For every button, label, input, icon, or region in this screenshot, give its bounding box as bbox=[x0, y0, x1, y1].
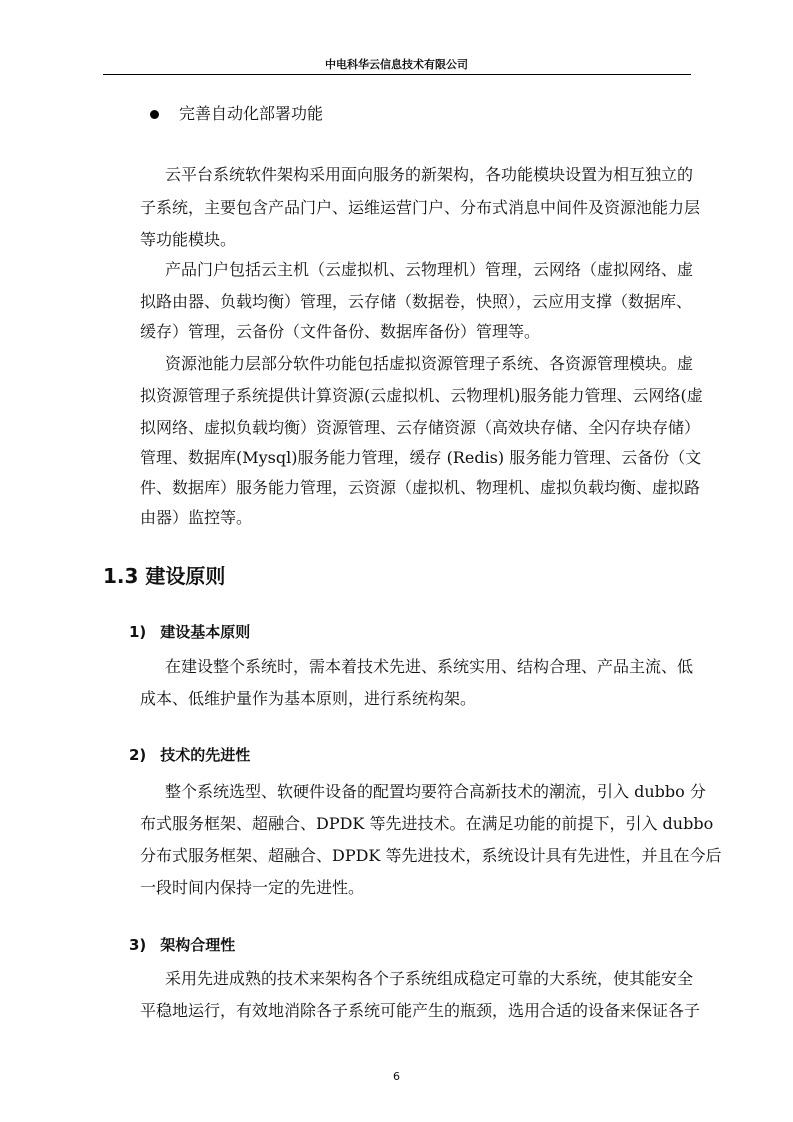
paragraph-line: 拟资源管理子系统提供计算资源(云虚拟机、云物理机)服务能力管理、云网络(虚 bbox=[140, 386, 703, 405]
paragraph-line: 整个系统选型、软硬件设备的配置均要符合高新技术的潮流，引入 dubbo 分 bbox=[165, 782, 706, 801]
bullet-item bbox=[150, 104, 323, 124]
paragraph-line: 资源池能力层部分软件功能包括虚拟资源管理子系统、各资源管理模块。虚 bbox=[165, 354, 694, 373]
bullet-text: 完善自动化部署功能 bbox=[179, 104, 324, 123]
paragraph-line: 布式服务框架、超融合、DPDK 等先进技术。在满足功能的前提下，引入 dubbo bbox=[140, 814, 714, 833]
paragraph-line: 件、数据库）服务能力管理，云资源（虚拟机、物理机、虚拟负载均衡、虚拟路 bbox=[140, 478, 701, 497]
subsection-heading: 3) 架构合理性 bbox=[129, 936, 236, 954]
paragraph-line: 在建设整个系统时，需本着技术先进、系统实用、结构合理、产品主流、低 bbox=[165, 657, 694, 676]
subsection-heading: 2) 技术的先进性 bbox=[129, 746, 251, 764]
paragraph-line: 拟网络、虚拟负载均衡）资源管理、云存储资源（高效块存储、全闪存块存储） bbox=[140, 418, 701, 437]
paragraph-line: 等功能模块。 bbox=[140, 230, 237, 249]
paragraph-line: 管理、数据库(Mysql)服务能力管理，缓存 (Redis) 服务能力管理、云备份（文 bbox=[140, 448, 702, 467]
paragraph-line: 缓存）管理，云备份（文件备份、数据库备份）管理等。 bbox=[140, 322, 541, 341]
paragraph-line: 采用先进成熟的技术来架构各个子系统组成稳定可靠的大系统，使其能安全 bbox=[165, 969, 694, 988]
paragraph-line: 拟路由器、负载均衡）管理，云存储（数据卷，快照），云应用支撑（数据库、 bbox=[140, 292, 693, 311]
header-rule bbox=[103, 74, 691, 75]
paragraph-line: 成本、低维护量作为基本原则，进行系统构架。 bbox=[140, 689, 477, 708]
paragraph-line: 子系统，主要包含产品门户、运维运营门户、分布式消息中间件及资源池能力层 bbox=[140, 198, 701, 217]
page-header: 中电科华云信息技术有限公司 bbox=[325, 58, 468, 71]
page-number: 6 bbox=[393, 1070, 400, 1083]
paragraph-line: 由器）监控等。 bbox=[140, 508, 253, 527]
paragraph-line: 一段时间内保持一定的先进性。 bbox=[140, 878, 365, 897]
paragraph-line: 平稳地运行，有效地消除各子系统可能产生的瓶颈，选用合适的设备来保证各子 bbox=[140, 1001, 701, 1020]
bullet-dot-icon bbox=[150, 110, 159, 119]
subsection-heading: 1) 建设基本原则 bbox=[129, 623, 251, 641]
section-heading: 1.3 建设原则 bbox=[103, 564, 226, 588]
paragraph-line: 云平台系统软件架构采用面向服务的新架构，各功能模块设置为相互独立的 bbox=[165, 165, 694, 184]
paragraph-line: 分布式服务框架、超融合、DPDK 等先进技术，系统设计具有先进性，并且在今后 bbox=[140, 846, 722, 865]
paragraph-line: 产品门户包括云主机（云虚拟机、云物理机）管理，云网络（虚拟网络、虚 bbox=[165, 260, 694, 279]
